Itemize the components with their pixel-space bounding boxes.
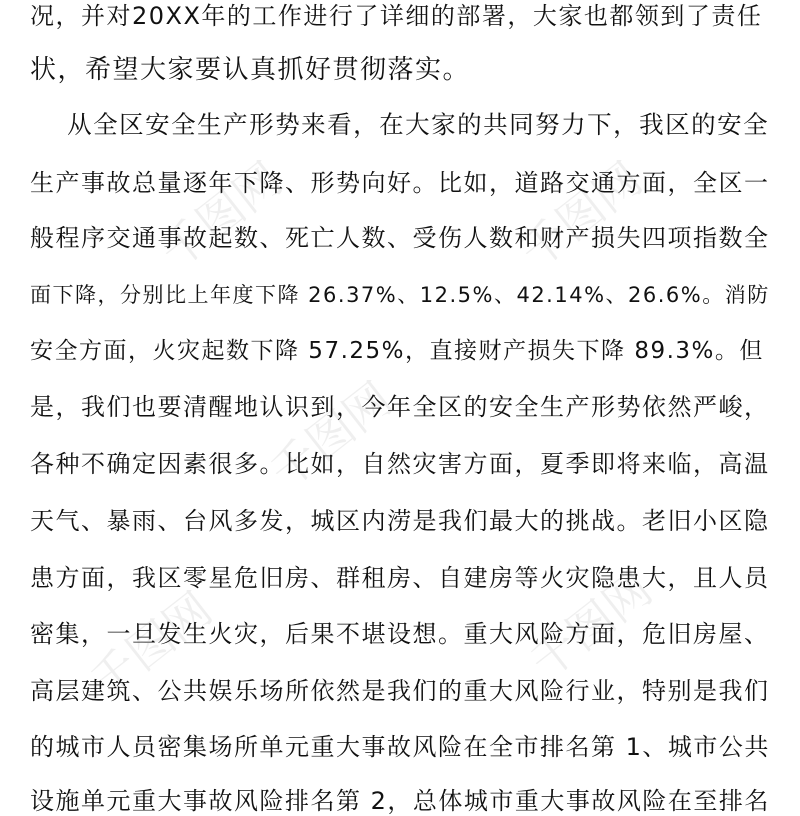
text-line: 状，希望大家要认真抓好贯彻落实。	[30, 55, 471, 85]
text-line: 高层建筑、公共娱乐场所依然是我们的重大风险行业，特别是我们	[30, 677, 770, 705]
watermark: 千图网	[519, 561, 662, 690]
watermark: 千图网	[149, 151, 292, 280]
watermark: 千图网	[259, 371, 402, 500]
text-line: 的城市人员密集场所单元重大事故风险在全市排名第 1、城市公共	[30, 733, 770, 761]
text-line: 般程序交通事故起数、死亡人数、受伤人数和财产损失四项指数全	[30, 224, 770, 252]
text-line: 各种不确定因素很多。比如，自然灾害方面，夏季即将来临，高温	[30, 450, 770, 478]
watermark: 千图网	[509, 151, 652, 280]
watermark: 千图网	[79, 581, 222, 710]
text-line: 从全区安全生产形势来看，在大家的共同努力下，我区的安全	[30, 110, 770, 139]
text-line: 患方面，我区零星危旧房、群租房、自建房等火灾隐患大，且人员	[30, 564, 770, 592]
text-line: 密集，一旦发生火灾，后果不堪设想。重大风险方面，危旧房屋、	[30, 620, 770, 648]
text-line: 设施单元重大事故风险排名第 2，总体城市重大事故风险在至排名	[30, 787, 770, 815]
text-line: 况，并对20XX年的工作进行了详细的部署，大家也都领到了责任	[30, 2, 763, 30]
text-line: 面下降，分别比上年度下降 26.37%、12.5%、42.14%、26.6%。消防	[30, 283, 770, 307]
text-line: 天气、暴雨、台风多发，城区内涝是我们最大的挑战。老旧小区隐	[30, 507, 770, 535]
text-line: 安全方面，火灾起数下降 57.25%，直接财产损失下降 89.3%。但	[30, 338, 764, 364]
text-line: 是，我们也要清醒地认识到，今年全区的安全生产形势依然严峻，	[30, 393, 770, 421]
text-line: 生产事故总量逐年下降、形势向好。比如，道路交通方面，全区一	[30, 169, 770, 197]
